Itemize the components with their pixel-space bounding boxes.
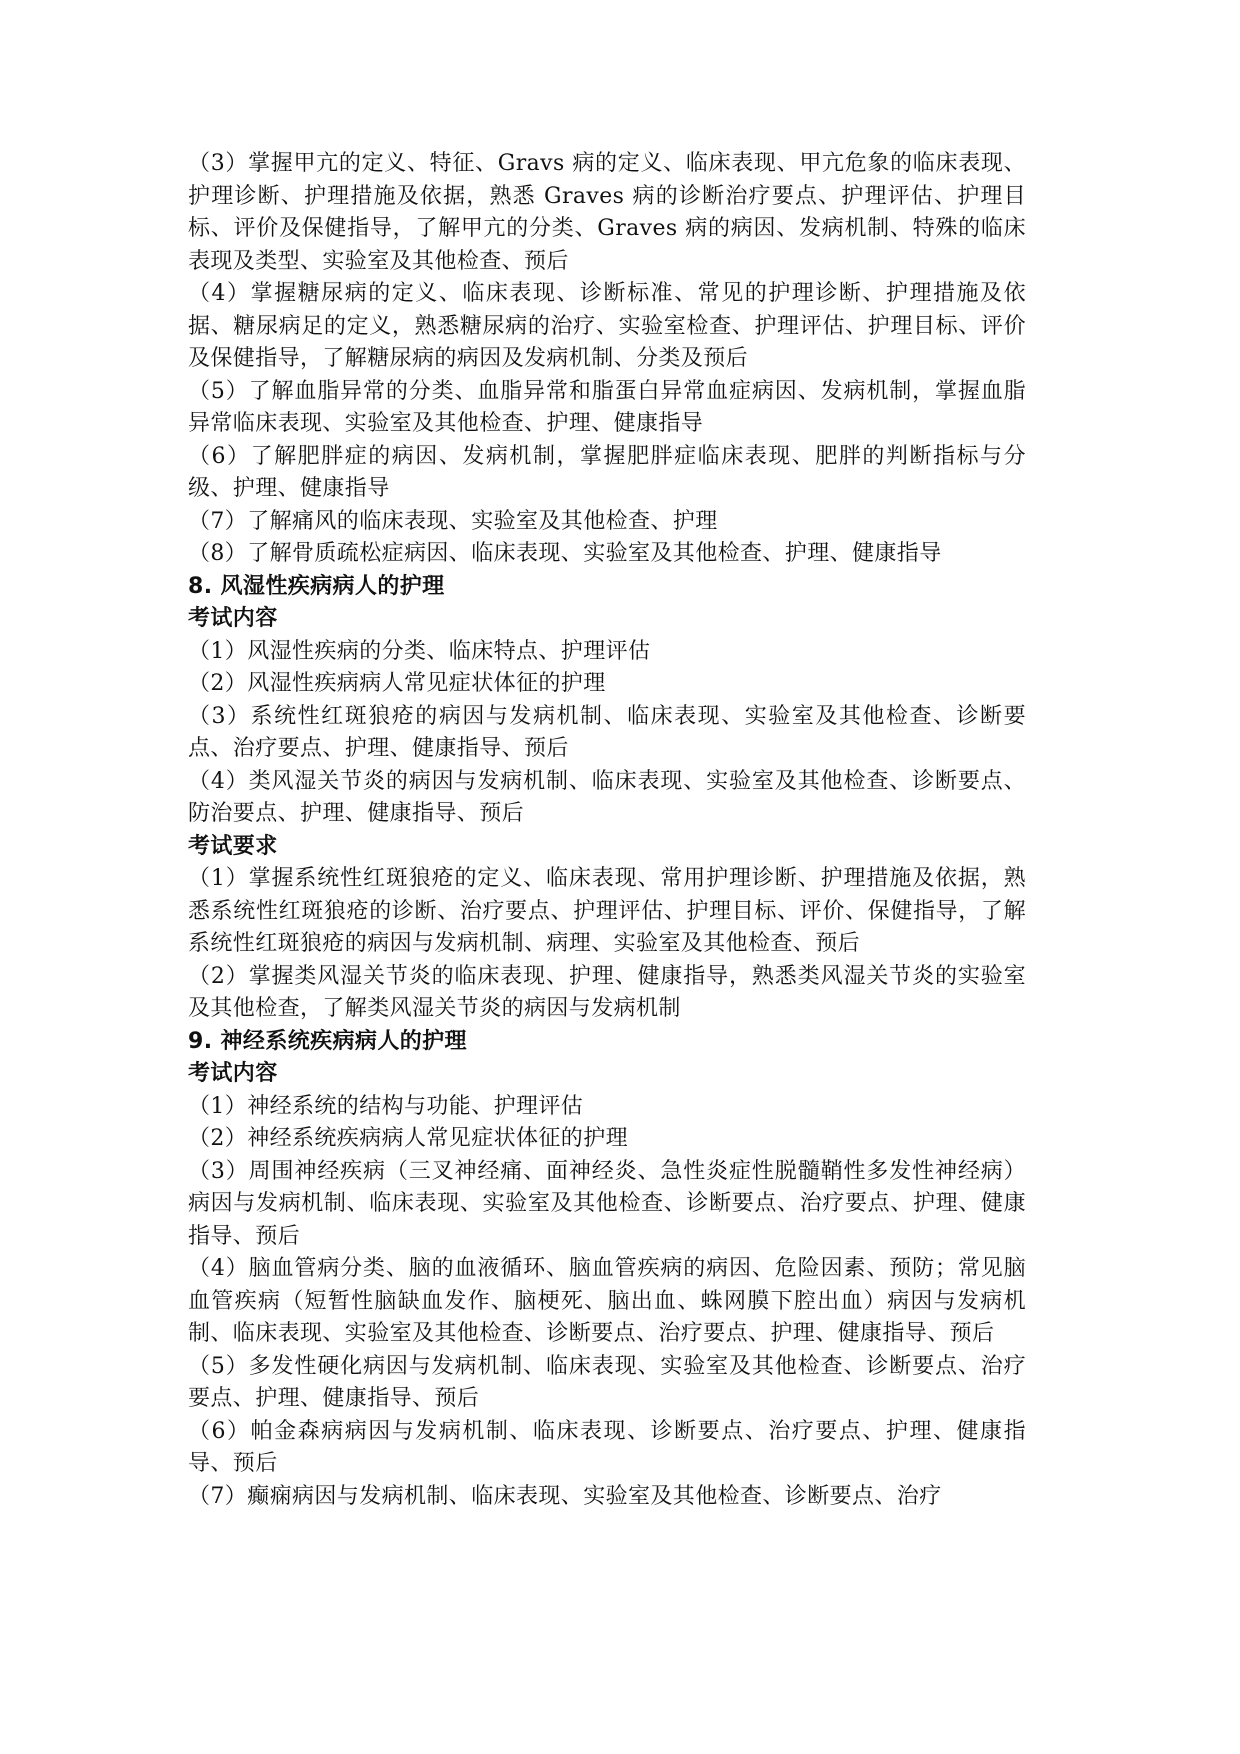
paragraph: （3）掌握甲亢的定义、特征、Gravs 病的定义、临床表现、甲亢危象的临床表现、护理诊断、护理措施及依据，熟悉 Graves 病的诊断治疗要点、护理评估、护理目标、评价及保健指导，了解甲亢的分类、Graves 病的病因、发病机制、特殊的临床表现及类型、实验室及其他检查、预后 — [188, 151, 1026, 274]
paragraph: （8）了解骨质疏松症病因、临床表现、实验室及其他检查、护理、健康指导 — [188, 541, 942, 566]
subsection-heading: 考试内容 — [188, 1061, 278, 1086]
paragraph: （2）神经系统疾病病人常见症状体征的护理 — [188, 1126, 628, 1151]
paragraph: （1）风湿性疾病的分类、临床特点、护理评估 — [188, 638, 651, 664]
section-heading: 9. 神经系统疾病病人的护理 — [188, 1028, 467, 1054]
paragraph: （2）风湿性疾病病人常见症状体征的护理 — [188, 671, 606, 696]
paragraph: （4）脑血管病分类、脑的血液循环、脑血管疾病的病因、危险因素、预防；常见脑血管疾病（短暂性脑缺血发作、脑梗死、脑出血、蛛网膜下腔出血）病因与发病机制、临床表现、实验室及其他检查、诊断要点、治疗要点、护理、健康指导、预后 — [188, 1256, 1026, 1346]
section-heading: 8. 风湿性疾病病人的护理 — [188, 573, 445, 599]
paragraph: （5）了解血脂异常的分类、血脂异常和脂蛋白异常血症病因、发病机制，掌握血脂异常临床表现、实验室及其他检查、护理、健康指导 — [188, 378, 1026, 436]
paragraph: （6）帕金森病病因与发病机制、临床表现、诊断要点、治疗要点、护理、健康指导、预后 — [188, 1418, 1026, 1476]
subsection-heading: 考试内容 — [188, 606, 278, 631]
paragraph: （7）了解痛风的临床表现、实验室及其他检查、护理 — [188, 508, 718, 534]
paragraph: （5）多发性硬化病因与发病机制、临床表现、实验室及其他检查、诊断要点、治疗要点、护理、健康指导、预后 — [188, 1353, 1026, 1411]
paragraph: （2）掌握类风湿关节炎的临床表现、护理、健康指导，熟悉类风湿关节炎的实验室及其他检查，了解类风湿关节炎的病因与发病机制 — [188, 963, 1026, 1021]
paragraph: （1）掌握系统性红斑狼疮的定义、临床表现、常用护理诊断、护理措施及依据，熟悉系统性红斑狼疮的诊断、治疗要点、护理评估、护理目标、评价、保健指导，了解系统性红斑狼疮的病因与发病机制、病理、实验室及其他检查、预后 — [188, 866, 1026, 956]
document-page — [188, 148, 1026, 1513]
paragraph: （3）系统性红斑狼疮的病因与发病机制、临床表现、实验室及其他检查、诊断要点、治疗要点、护理、健康指导、预后 — [188, 703, 1026, 761]
paragraph: （1）神经系统的结构与功能、护理评估 — [188, 1093, 584, 1119]
paragraph: （3）周围神经疾病（三叉神经痛、面神经炎、急性炎症性脱髓鞘性多发性神经病）病因与发病机制、临床表现、实验室及其他检查、诊断要点、治疗要点、护理、健康指导、预后 — [188, 1158, 1026, 1249]
subsection-heading: 考试要求 — [188, 833, 278, 859]
paragraph: （4）类风湿关节炎的病因与发病机制、临床表现、实验室及其他检查、诊断要点、防治要点、护理、健康指导、预后 — [188, 768, 1026, 826]
paragraph: （4）掌握糖尿病的定义、临床表现、诊断标准、常见的护理诊断、护理措施及依据、糖尿病足的定义，熟悉糖尿病的治疗、实验室检查、护理评估、护理目标、评价及保健指导，了解糖尿病的病因及发病机制、分类及预后 — [188, 281, 1026, 371]
paragraph: （7）癫痫病因与发病机制、临床表现、实验室及其他检查、诊断要点、治疗 — [188, 1483, 942, 1509]
paragraph: （6）了解肥胖症的病因、发病机制，掌握肥胖症临床表现、肥胖的判断指标与分级、护理、健康指导 — [188, 443, 1026, 501]
